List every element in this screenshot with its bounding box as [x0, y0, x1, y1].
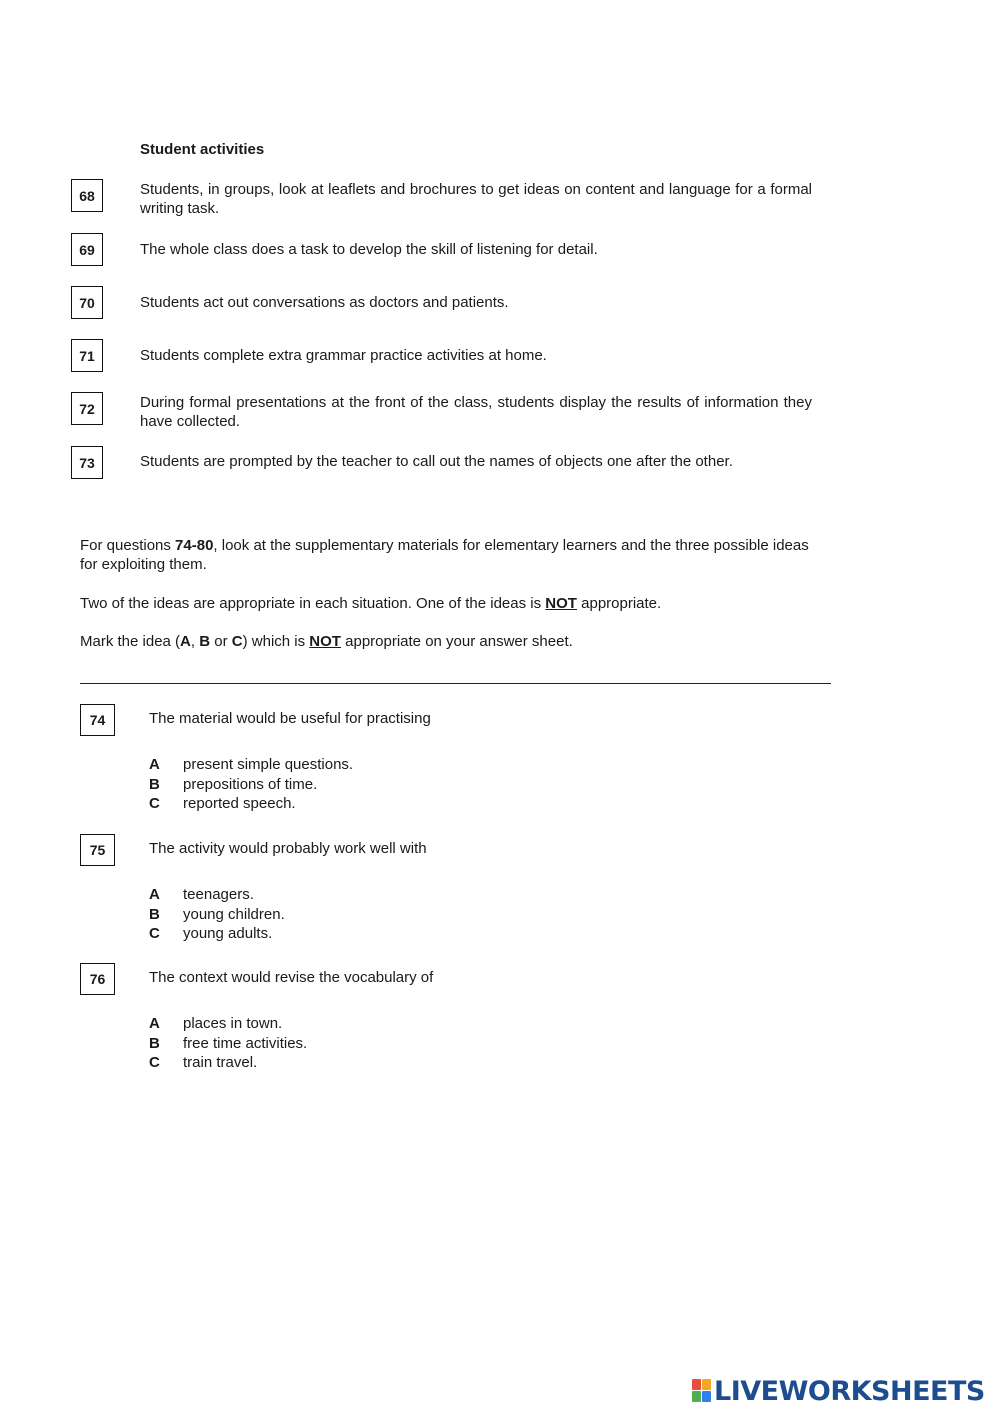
activity-text: Students complete extra grammar practice activities at home.	[140, 347, 547, 364]
logo-text: LIVEWORKSHEETS	[714, 1375, 985, 1407]
question-number: 76	[80, 963, 115, 995]
activity-number: 71	[71, 339, 103, 372]
activity-item	[71, 233, 831, 266]
activity-number: 69	[71, 233, 103, 266]
activity-item	[71, 446, 831, 479]
option[interactable]: A teenagers.	[149, 886, 254, 903]
liveworksheets-logo[interactable]	[692, 1376, 985, 1406]
option[interactable]: B free time activities.	[149, 1034, 308, 1052]
activity-number: 70	[71, 286, 103, 319]
logo-mark-icon	[692, 1379, 712, 1403]
divider-line	[80, 683, 831, 684]
option[interactable]: B young children.	[149, 905, 285, 923]
question-stem: The context would revise the vocabulary of	[149, 969, 434, 986]
instructions-paragraph-1: For questions 74-80, look at the supplementary materials for elementary learners and the three possible ideas for exploiting them.	[80, 537, 809, 573]
options-list	[149, 1015, 307, 1074]
option[interactable]: C young adults.	[149, 925, 273, 942]
activity-text: During formal presentations at the front of the class, students display the results of information they have collected.	[140, 394, 812, 430]
activity-item	[71, 339, 831, 372]
activity-text: Students are prompted by the teacher to call out the names of objects one after the other.	[140, 453, 733, 470]
activity-number: 73	[71, 446, 103, 479]
activity-text: The whole class does a task to develop the skill of listening for detail.	[140, 241, 598, 258]
option[interactable]: A places in town.	[149, 1015, 283, 1032]
option[interactable]: A present simple questions.	[149, 756, 354, 773]
activity-number: 68	[71, 179, 103, 212]
activity-item	[71, 179, 831, 219]
activity-text: Students act out conversations as doctors and patients.	[140, 294, 509, 311]
question-stem: The material would be useful for practising	[149, 710, 431, 727]
options-list	[149, 886, 285, 945]
instructions-paragraph-3: Mark the idea (A, B or C) which is NOT appropriate on your answer sheet.	[80, 633, 573, 650]
instructions-paragraph-2: Two of the ideas are appropriate in each situation. One of the ideas is NOT appropriate.	[80, 595, 662, 612]
option[interactable]: B prepositions of time.	[149, 775, 318, 793]
activity-item	[71, 392, 831, 432]
activity-number: 72	[71, 392, 103, 425]
option[interactable]: C reported speech.	[149, 795, 296, 812]
question-number: 74	[80, 704, 115, 736]
activity-item	[71, 286, 831, 319]
question-stem: The activity would probably work well with	[149, 840, 427, 857]
options-list	[149, 756, 353, 815]
option[interactable]: C train travel.	[149, 1054, 258, 1071]
section-title: Student activities	[140, 141, 265, 158]
question-number: 75	[80, 834, 115, 866]
activity-text: Students, in groups, look at leaflets and brochures to get ideas on content and language for a formal writing task.	[140, 181, 812, 217]
